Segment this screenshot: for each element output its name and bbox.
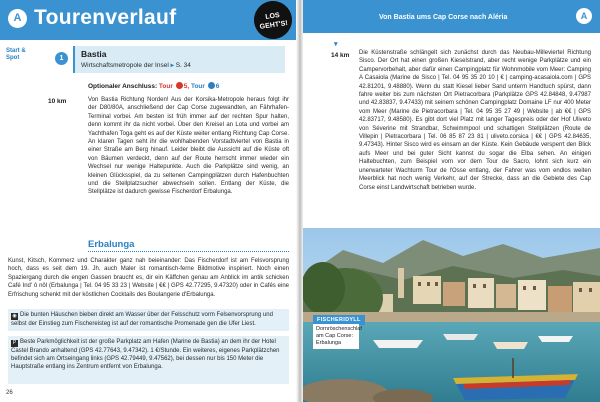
section-title: Erbalunga [88,239,135,250]
tour-6-dot-icon [208,82,215,89]
page-number: 26 [6,390,13,396]
parking-tip-note: P Beste Parkmöglichkeit ist der große Parkplatz am Hafen (Marine de Bastia) an dem ihr der Hotel Castel Brando anhaltend (GPS 42.77643, 9.47342). 1 €/Stunde. Ein weiteres, eigenes Parkplätzchen befindet sich am Ortseingang links (GPS 42.79449, 9.47562), bei dessen nur bis 150 Meter die Hauptstraße entlang ins Zentrum entfernt von Erbalunga. [8,336,289,384]
page-ref-arrow-icon: ▸ [170,62,174,69]
start-page-ref: S. 34 [175,62,191,69]
section-divider [88,251,289,252]
left-page [0,0,297,402]
running-header [303,0,600,33]
start-box [73,46,285,73]
tour-5-dot-icon [176,82,183,89]
section-text: Kunst, Kitsch, Kommerz und Charakter ganz nah beieinander: Das Fischerdorf ist am Felsvorsprung hoch, dass es seit dem 19. Jh. auch Maler ist romantisch-ferne Bildmotive inspiriert. Noch einen Spaziergang durch die engen Gassen braucht es, dir ein Käffchen genau am Anblick im antik schicken Café Ind' ô nôl (Erbalunga | Tel. 04 95 33 23 | Website | €€ | GPS 42.77295, 9.47320) oder in Cafés eine Erfrischung schenkt mit der köstlichen Cocktails des Boulangerie d'Erbalunga. [8,258,289,298]
start-label: Start & Spot [6,48,26,61]
start-subtitle: Wirtschaftsmetropole der Insel ▸ S. 34 [81,62,191,69]
route-text-right: Die Küstenstraße schlängelt sich zunächst durch das Neubau-Milleviertel Richtung Sisco. Der Ort hat einen großen Kieselstrand, aber recht wenige Parkplätze und ein Campervorbehalt, aber dafür einen Campingplatz für Wohnmobile vom Meer: Camping A Casaiola (Marine de Sisco | Tel. 04 95 35 20 10 | € | camping-acasaiola.com | GPS 42.81201, 9.48880). Wenn du statt Kiesel lieber Sand unterm Handtuch spürst, dann fahre weiter bis zum nächsten Ort Pietracorbara (Parkplätze GPS 42.84848, 9.47987 und 42.83837, 9.47433) mit seinem schönen Campingplatz Domaine LF nur 400 Meter vom Meer (Marine de Pietracorbara | Tel. 04 95 35 27 49 | Website | ab €€ | GPS 42.83717, 9.48580). Es gibt dort viel Platz mit langer Tagespreis oder der Hof Uliveto von Séverine mit Strandbar, Schwimmpool und schattigen Stellplätzen (Route de Villepin | Pietracorbara | Tel. 06 85 87 23 81 | uliveto.corsica | €€ | GPS 42.84635, 9.47343). Hinter Sisco wird es einsam an der Küste. Kein Gebäude versperrt den Blick aufs Meer und bei guter Sicht kannst du sogar die Elba sehen. An einigen Haltebuchten, zum Beispiel vorn vor dem Tour de Sacro, lohnt sich kurz ein unerwarteter Wachturm Tour de l'Osse entlang, der Fahrer was vom endlos weiten Meerblick hat noch wenig Verkehr, auf der Strecke, dass an die Gebiete des Cap Corse einst Landwirtschaft betrieben wurde. [359,50,591,191]
distance-marker: 10 km [48,98,67,105]
chapter-badge-right: A [576,8,592,24]
route-text: Von Bastia Richtung Norden! Aus der Korsika-Metropole heraus folgt ihr der D80/80A, anschließend der Cap Corse zugewandten, an Fährhafen-Terminal vorbei. Am besten ist früh immer auf der rechten Spur halten, denn kommt ihr da nicht vorbei. Über den Kreisel an Lota und vorbei am Yachthafen Toga geht es auf der Küste weiter entlang Richtung Cap Corse. An klaren Tagen seht ihr die wohlhabenden Vorstadtviertel von Bastia in einer Straße am Berg hinauf. Leider bleibt die Aussicht auf die Küste oft von Bäumen verdeckt, denn auf der Route herrscht immer wieder ein Wechsel nur wenige Haltepunkte. Auch die Parkplätze sind wenig, an kleinen Glücksspiel, da zu seltenen Campingplätzen durch Hafenbuchten und die Stellplatzsucher abwechseln sollen. Entlang der Küste, die Stellplätze ist dadurch gewisse Fischerdorf Erbalunga. [88,97,289,196]
distance-marker-right: 14 km [331,52,350,59]
start-stamp-line-1: LOS [264,12,281,22]
camera-icon: ◉ [12,313,17,319]
photo-tag: FISCHERIDYLL [313,315,365,325]
stop-number: 1 [55,52,68,65]
photo-tip-note: ◉ Die bunten Häuschen bieben direkt am Wasser über der Felsschutz vorm Felsenvorsprung und selbst der Einstieg zum Fischereisteg ist auf der romantische Promenade gen die Ufer Liest. [8,309,289,331]
start-name: Bastia [81,49,107,59]
chapter-badge: A [8,9,27,28]
parking-icon: P [12,340,17,346]
chapter-header [0,0,297,40]
start-stamp-line-2: GEHT'S! [259,20,289,31]
optional-connection: Optionaler Anschluss: Tour 5, Tour 6 [88,83,220,90]
photo-caption: Dornröschenschlaf am Cap Corse: Erbalunga [313,324,359,349]
tour-link-6[interactable]: Tour 6 [190,83,220,90]
chapter-title: Tourenverlauf [34,6,177,29]
tour-link-5[interactable]: Tour 5, [158,83,190,90]
running-head-text: Von Bastia ums Cap Corse nach Aléria [379,14,508,21]
right-page [303,0,600,402]
route-marker-icon: ▾ [334,41,338,48]
